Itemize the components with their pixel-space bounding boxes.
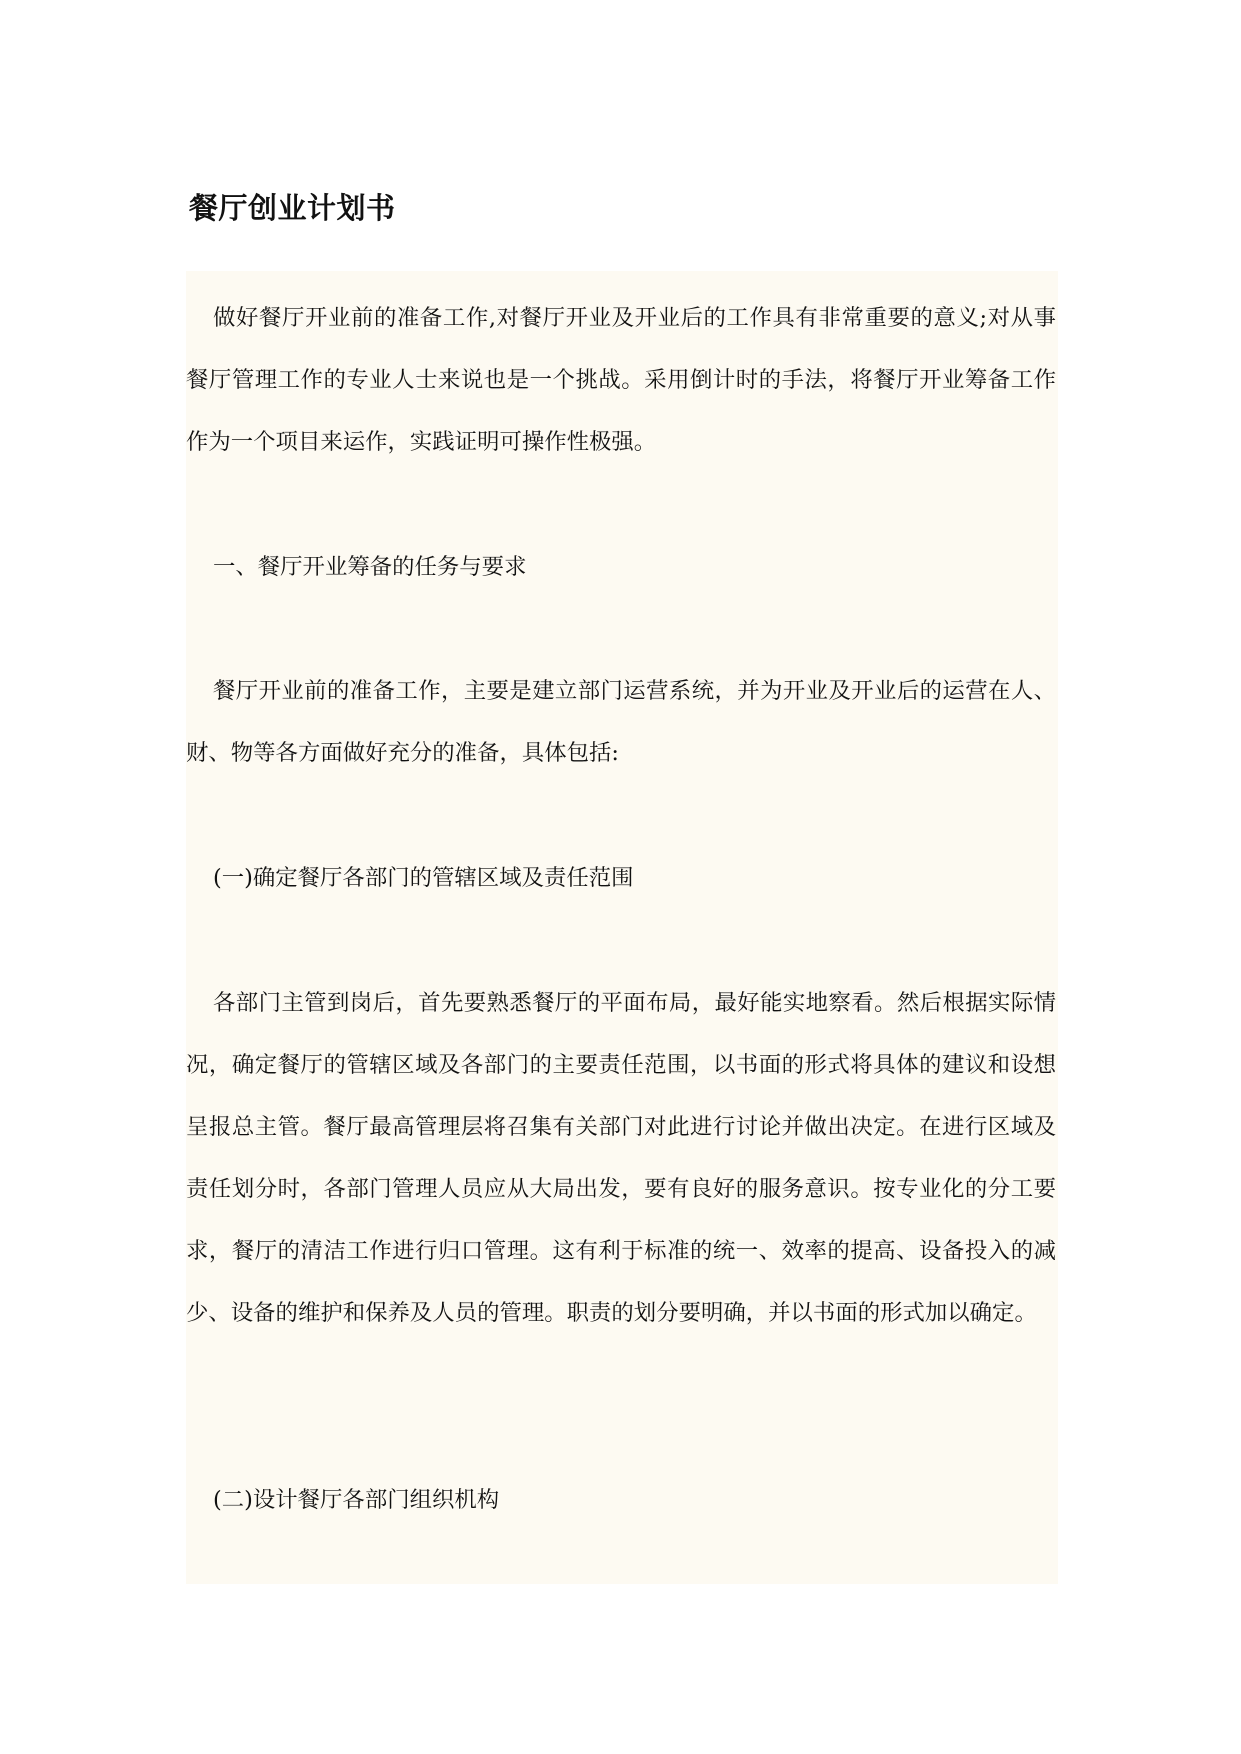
subsection-heading-scope: (一)确定餐厅各部门的管辖区域及责任范围 — [213, 865, 634, 891]
document-title: 餐厅创业计划书 — [189, 191, 396, 225]
content-panel — [186, 271, 1058, 1584]
intro-paragraph: 做好餐厅开业前的准备工作,对餐厅开业及开业后的工作具有非常重要的意义;对从事餐厅管理工作的专业人士来说也是一个挑战。采用倒计时的手法，将餐厅开业筹备工作作为一个项目来运作，实践证明可操作性极强。 — [186, 305, 1056, 455]
prep-tasks-paragraph: 餐厅开业前的准备工作，主要是建立部门运营系统，并为开业及开业后的运营在人、财、物等各方面做好充分的准备，具体包括: — [186, 678, 1056, 766]
subsection-heading-organization: (二)设计餐厅各部门组织机构 — [213, 1487, 500, 1513]
scope-paragraph: 各部门主管到岗后，首先要熟悉餐厅的平面布局，最好能实地察看。然后根据实际情况，确定餐厅的管辖区域及各部门的主要责任范围，以书面的形式将具体的建议和设想呈报总主管。餐厅最高管理层将召集有关部门对此进行讨论并做出决定。在进行区域及责任划分时，各部门管理人员应从大局出发，要有良好的服务意识。按专业化的分工要求，餐厅的清洁工作进行归口管理。这有利于标准的统一、效率的提高、设备投入的减少、设备的维护和保养及人员的管理。职责的划分要明确，并以书面的形式加以确定。 — [186, 990, 1056, 1326]
section-heading-tasks: 一、餐厅开业筹备的任务与要求 — [213, 554, 527, 580]
